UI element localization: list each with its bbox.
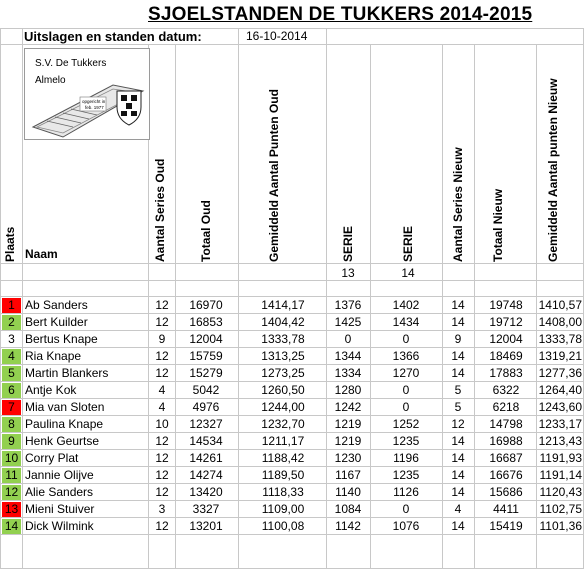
totaal-nieuw-cell: 17883 xyxy=(489,366,523,380)
series-nieuw-cell: 4 xyxy=(454,502,462,516)
name-cell: Corry Plat xyxy=(25,451,79,465)
totaal-nieuw-cell: 14798 xyxy=(489,417,523,431)
rank-cell: 2 xyxy=(8,315,15,329)
header-totaal-oud: Totaal Oud xyxy=(199,200,213,262)
series-nieuw-cell: 5 xyxy=(454,383,462,397)
series-nieuw-cell: 14 xyxy=(451,315,465,329)
header-naam: Naam xyxy=(25,247,58,261)
gem-nieuw-cell: 1102,75 xyxy=(539,502,582,516)
grid-line xyxy=(0,534,584,535)
rank-cell: 7 xyxy=(8,400,15,414)
gem-nieuw-cell: 1264,40 xyxy=(538,383,582,397)
series-nieuw-cell: 14 xyxy=(451,451,465,465)
totaal-oud-cell: 15279 xyxy=(189,366,223,380)
serie-13-cell: 0 xyxy=(344,332,352,346)
serie-14-cell: 1434 xyxy=(392,315,420,329)
name-cell: Mia van Sloten xyxy=(25,400,105,414)
totaal-nieuw-cell: 18469 xyxy=(489,349,523,363)
series-nieuw-cell: 5 xyxy=(454,400,462,414)
gem-nieuw-cell: 1408,00 xyxy=(538,315,582,329)
logo-city: Almelo xyxy=(35,75,66,86)
table-row xyxy=(0,382,584,399)
serie-13-cell: 1242 xyxy=(334,400,362,414)
totaal-oud-cell: 13201 xyxy=(189,519,223,533)
name-cell: Jannie Olijve xyxy=(25,468,94,482)
rank-cell: 14 xyxy=(4,519,19,533)
totaal-oud-cell: 12004 xyxy=(189,332,223,346)
gem-nieuw-cell: 1213,43 xyxy=(538,434,582,448)
table-row xyxy=(0,433,584,450)
name-cell: Bert Kuilder xyxy=(25,315,88,329)
series-oud-cell: 12 xyxy=(155,451,169,465)
svg-text:opgericht in: opgericht in xyxy=(82,99,106,104)
name-cell: Ria Knape xyxy=(25,349,82,363)
series-oud-cell: 12 xyxy=(155,468,169,482)
serie-13-cell: 1344 xyxy=(334,349,362,363)
club-logo xyxy=(24,48,150,140)
gem-oud-cell: 1211,17 xyxy=(261,434,305,448)
series-nieuw-cell: 14 xyxy=(451,519,465,533)
totaal-nieuw-cell: 6322 xyxy=(492,383,520,397)
table-row xyxy=(0,450,584,467)
series-nieuw-cell: 9 xyxy=(454,332,462,346)
gem-oud-cell: 1313,25 xyxy=(261,349,305,363)
header-series-nieuw: Aantal Series Nieuw xyxy=(451,147,465,262)
totaal-oud-cell: 14261 xyxy=(189,451,223,465)
totaal-nieuw-cell: 4411 xyxy=(493,502,519,516)
serie-13-cell: 1084 xyxy=(334,502,362,516)
series-oud-cell: 12 xyxy=(155,366,169,380)
table-row xyxy=(0,467,584,484)
serie-13-cell: 1230 xyxy=(334,451,362,465)
header-gem-nieuw: Gemiddeld Aantal punten Nieuw xyxy=(546,78,560,262)
rank-cell: 9 xyxy=(8,434,15,448)
series-nieuw-cell: 14 xyxy=(451,298,465,312)
rank-cell: 8 xyxy=(8,417,15,431)
gem-oud-cell: 1109,00 xyxy=(261,502,305,516)
logo-club-name: S.V. De Tukkers xyxy=(35,58,107,69)
serie-13-cell: 1142 xyxy=(335,519,361,533)
totaal-nieuw-cell: 15686 xyxy=(489,485,523,499)
name-cell: Ab Sanders xyxy=(25,298,88,312)
name-cell: Antje Kok xyxy=(25,383,77,397)
series-oud-cell: 12 xyxy=(155,434,169,448)
totaal-oud-cell: 14274 xyxy=(189,468,223,482)
grid-line xyxy=(0,44,584,45)
serie-14-number: 14 xyxy=(401,266,415,280)
gem-oud-cell: 1273,25 xyxy=(261,366,305,380)
gem-nieuw-cell: 1410,57 xyxy=(538,298,582,312)
rank-cell: 13 xyxy=(4,502,19,516)
serie-13-number: 13 xyxy=(341,266,355,280)
serie-14-cell: 0 xyxy=(402,332,410,346)
serie-14-cell: 1126 xyxy=(393,485,419,499)
series-oud-cell: 4 xyxy=(158,400,166,414)
svg-text:feb. 1977: feb. 1977 xyxy=(85,105,104,110)
name-cell: Martin Blankers xyxy=(25,366,109,380)
page-title: SJOELSTANDEN DE TUKKERS 2014-2015 xyxy=(148,4,533,25)
series-oud-cell: 12 xyxy=(155,349,169,363)
header-serie-14: SERIE xyxy=(401,225,415,262)
gem-nieuw-cell: 1191,93 xyxy=(539,451,582,465)
gem-oud-cell: 1118,33 xyxy=(262,485,304,499)
gem-nieuw-cell: 1233,17 xyxy=(538,417,582,431)
totaal-oud-cell: 15759 xyxy=(189,349,223,363)
header-gem-oud: Gemiddeld Aantal Punten Oud xyxy=(267,89,281,262)
gem-oud-cell: 1100,08 xyxy=(261,519,305,533)
serie-14-cell: 0 xyxy=(402,502,410,516)
series-oud-cell: 12 xyxy=(155,315,169,329)
header-serie-13: SERIE xyxy=(341,225,355,262)
totaal-oud-cell: 4976 xyxy=(192,400,220,414)
gem-oud-cell: 1244,00 xyxy=(261,400,305,414)
name-cell: Henk Geurtse xyxy=(25,434,100,448)
gem-oud-cell: 1333,78 xyxy=(261,332,305,346)
serie-13-cell: 1219 xyxy=(334,417,362,431)
serie-13-cell: 1219 xyxy=(334,434,362,448)
sjoelbak-icon xyxy=(25,49,149,139)
grid-line xyxy=(0,280,584,281)
series-oud-cell: 3 xyxy=(158,502,166,516)
serie-14-cell: 0 xyxy=(402,400,410,414)
serie-14-cell: 1235 xyxy=(392,468,420,482)
serie-14-cell: 1270 xyxy=(392,366,420,380)
serie-14-cell: 1196 xyxy=(393,451,419,465)
series-oud-cell: 9 xyxy=(158,332,166,346)
grid-line xyxy=(0,263,584,264)
totaal-nieuw-cell: 16676 xyxy=(489,468,523,482)
serie-14-cell: 1402 xyxy=(392,298,420,312)
serie-13-cell: 1334 xyxy=(334,366,362,380)
gem-nieuw-cell: 1101,36 xyxy=(539,519,582,533)
table-row xyxy=(0,399,584,416)
totaal-nieuw-cell: 15419 xyxy=(489,519,523,533)
date-value: 16-10-2014 xyxy=(246,29,308,43)
series-nieuw-cell: 14 xyxy=(451,349,465,363)
totaal-oud-cell: 14534 xyxy=(189,434,223,448)
totaal-nieuw-cell: 6218 xyxy=(492,400,520,414)
table-row xyxy=(0,501,584,518)
table-row xyxy=(0,348,584,365)
gem-oud-cell: 1232,70 xyxy=(261,417,305,431)
grid-line xyxy=(0,28,584,29)
name-cell: Mieni Stuiver xyxy=(25,502,95,516)
table-row xyxy=(0,331,584,348)
table-row xyxy=(0,484,584,501)
name-cell: Alie Sanders xyxy=(25,485,94,499)
gem-nieuw-cell: 1243,60 xyxy=(538,400,582,414)
totaal-oud-cell: 12327 xyxy=(189,417,223,431)
series-nieuw-cell: 12 xyxy=(451,417,465,431)
name-cell: Paulina Knape xyxy=(25,417,104,431)
rank-cell: 3 xyxy=(8,332,15,346)
gem-oud-cell: 1414,17 xyxy=(261,298,305,312)
series-oud-cell: 4 xyxy=(158,383,166,397)
series-nieuw-cell: 14 xyxy=(451,468,465,482)
series-oud-cell: 10 xyxy=(155,417,169,431)
rank-cell: 11 xyxy=(5,468,18,482)
table-row xyxy=(0,365,584,382)
gem-oud-cell: 1189,50 xyxy=(261,468,305,482)
rank-cell: 10 xyxy=(4,451,19,465)
totaal-nieuw-cell: 19712 xyxy=(489,315,523,329)
serie-13-cell: 1425 xyxy=(334,315,362,329)
name-cell: Bertus Knape xyxy=(25,332,98,346)
gem-oud-cell: 1188,42 xyxy=(261,451,305,465)
gem-nieuw-cell: 1319,21 xyxy=(538,349,582,363)
rank-cell: 1 xyxy=(8,298,15,312)
gem-nieuw-cell: 1191,14 xyxy=(539,468,582,482)
series-oud-cell: 12 xyxy=(155,519,169,533)
gem-oud-cell: 1260,50 xyxy=(261,383,305,397)
serie-14-cell: 1076 xyxy=(392,519,420,533)
header-series-oud: Aantal Series Oud xyxy=(153,158,167,262)
grid-line xyxy=(0,568,584,569)
rank-cell: 5 xyxy=(8,366,15,380)
gem-nieuw-cell: 1333,78 xyxy=(538,332,582,346)
series-oud-cell: 12 xyxy=(155,485,169,499)
gem-nieuw-cell: 1277,36 xyxy=(538,366,582,380)
series-nieuw-cell: 14 xyxy=(451,485,465,499)
rank-cell: 4 xyxy=(8,349,15,363)
totaal-oud-cell: 13420 xyxy=(189,485,223,499)
serie-14-cell: 0 xyxy=(402,383,410,397)
table-row xyxy=(0,314,584,331)
totaal-oud-cell: 16970 xyxy=(189,298,223,312)
serie-13-cell: 1167 xyxy=(335,468,361,482)
series-oud-cell: 12 xyxy=(155,298,169,312)
series-nieuw-cell: 14 xyxy=(451,434,465,448)
totaal-oud-cell: 5042 xyxy=(192,383,220,397)
totaal-nieuw-cell: 12004 xyxy=(489,332,523,346)
rank-cell: 12 xyxy=(4,485,19,499)
gem-oud-cell: 1404,42 xyxy=(261,315,305,329)
serie-14-cell: 1366 xyxy=(392,349,420,363)
serie-13-cell: 1376 xyxy=(334,298,362,312)
table-row xyxy=(0,416,584,433)
totaal-oud-cell: 3327 xyxy=(192,502,220,516)
header-totaal-nieuw: Totaal Nieuw xyxy=(491,188,505,262)
name-cell: Dick Wilmink xyxy=(25,519,94,533)
header-plaats: Plaats xyxy=(3,226,17,262)
totaal-nieuw-cell: 19748 xyxy=(489,298,523,312)
date-label: Uitslagen en standen datum: xyxy=(24,29,202,44)
table-row xyxy=(0,297,584,314)
totaal-nieuw-cell: 16687 xyxy=(489,451,523,465)
gem-nieuw-cell: 1120,43 xyxy=(539,485,582,499)
table-row xyxy=(0,518,584,535)
totaal-oud-cell: 16853 xyxy=(189,315,223,329)
serie-14-cell: 1235 xyxy=(392,434,420,448)
rank-cell: 6 xyxy=(8,383,15,397)
serie-14-cell: 1252 xyxy=(392,417,420,431)
serie-13-cell: 1280 xyxy=(334,383,362,397)
series-nieuw-cell: 14 xyxy=(451,366,465,380)
totaal-nieuw-cell: 16988 xyxy=(489,434,523,448)
serie-13-cell: 1140 xyxy=(335,485,361,499)
